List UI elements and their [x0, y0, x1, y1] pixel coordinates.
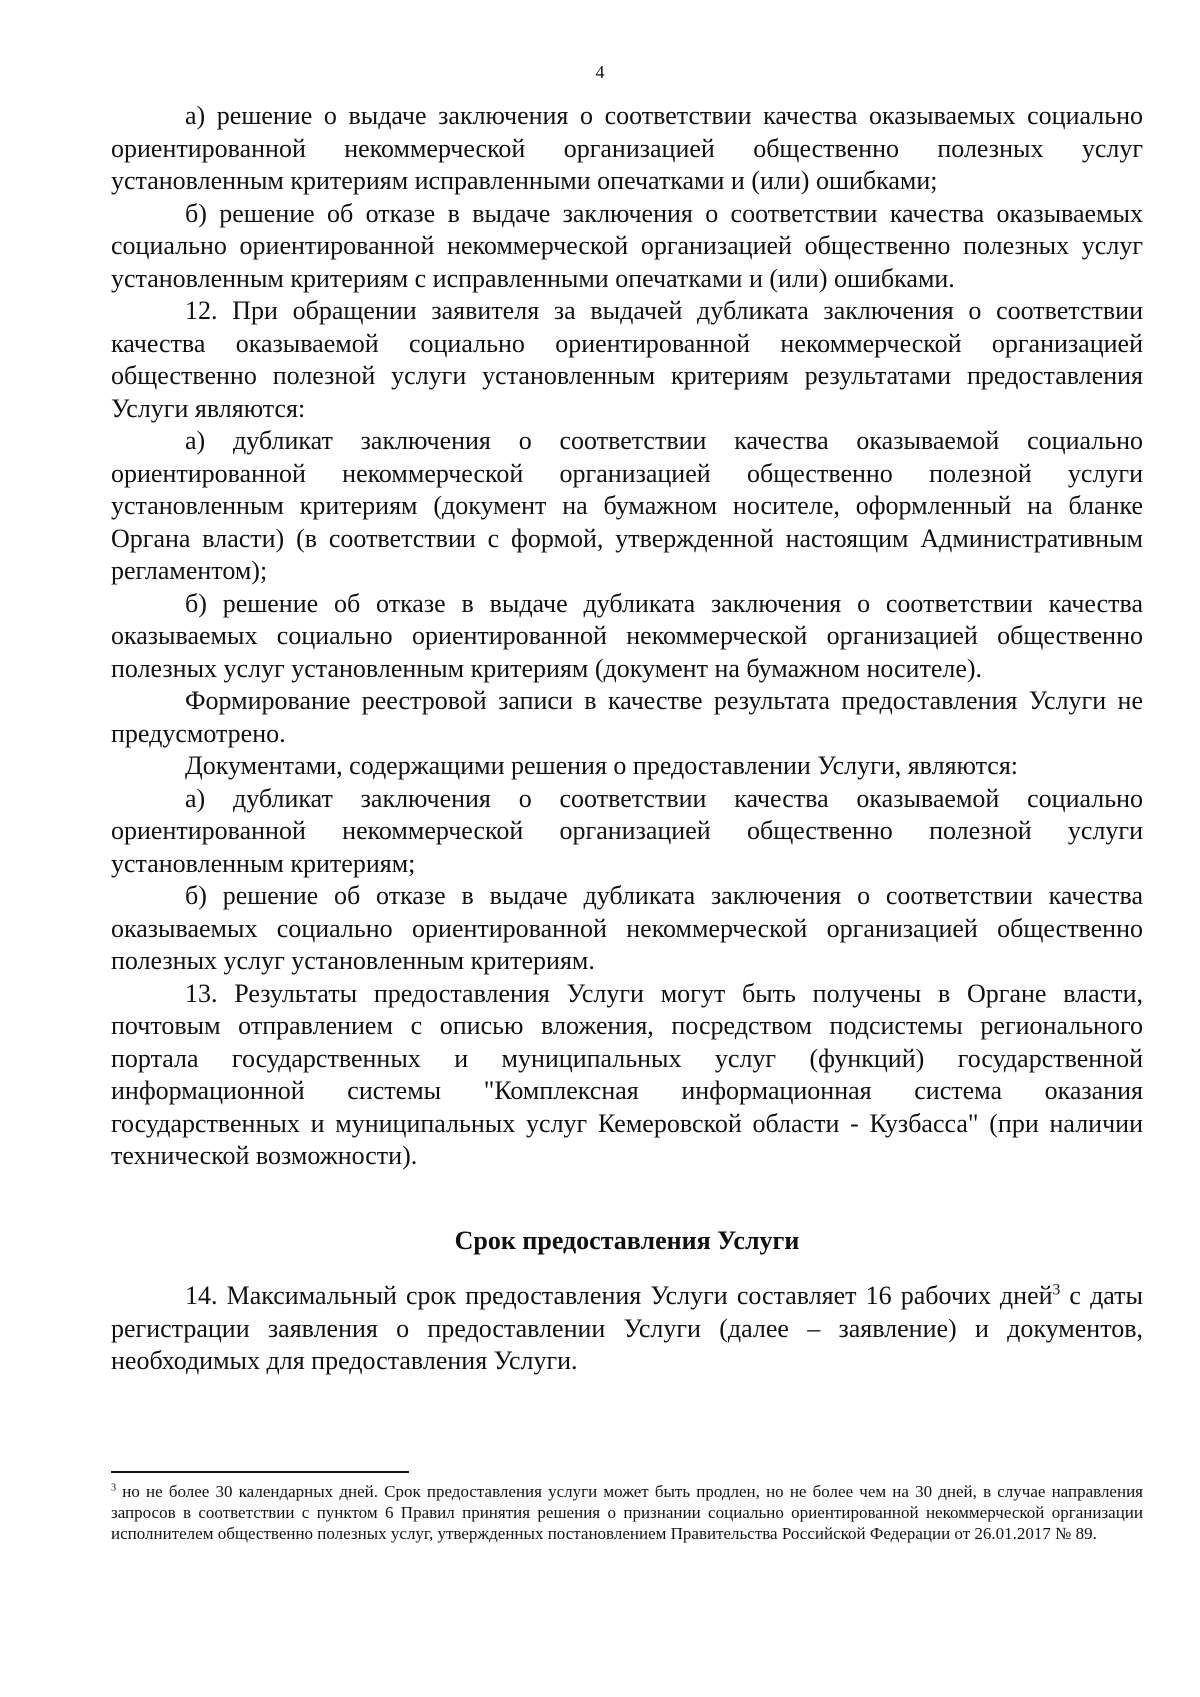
- footnote-mark: 3: [111, 1482, 117, 1494]
- paragraph-12b: б) решение об отказе в выдаче дубликата заключения о соответствии качества оказываемых социально ориентированной некоммерческой организацией общественно полезных услуг установленным критериям (документ на бумажном носителе).: [111, 588, 1143, 683]
- paragraph-14: [111, 1280, 1143, 1378]
- document-body: [111, 100, 1143, 1378]
- paragraph-11a: а) решение о выдаче заключения о соответствии качества оказываемых социально ориентированной некоммерческой организацией общественно полезных услуг установленным критериям исправленными опечатками и (или) ошибками;: [111, 101, 1143, 195]
- paragraph-13: 13. Результаты предоставления Услуги могут быть получены в Органе власти, почтовым отправлением с описью вложения, посредством подсистемы регионального портала государственных и муниципальных услуг (функций) государственной информационной системы "Комплексная информационная система оказания государственных и муниципальных услуг Кемеровской области - Кузбасса" (при наличии технической возможности).: [111, 978, 1143, 1170]
- paragraph-14-start: 14. Максимальный срок предоставления Услуги составляет 16 рабочих дней: [185, 1281, 1053, 1310]
- paragraph-registry-record: Формирование реестровой записи в качестве результата предоставления Услуги не предусмотрено.: [111, 686, 1143, 748]
- section-heading: Срок предоставления Услуги: [454, 1225, 800, 1255]
- footnote-reference: 3: [1052, 1281, 1061, 1299]
- page-number: 4: [595, 62, 605, 82]
- paragraph-12a: а) дубликат заключения о соответствии качества оказываемой социально ориентированной некоммерческой организацией общественно полезной услуги установленным критериям (документ на бумажном носителе, оформленный на бланке Органа власти) (в соответствии с формой, утвержденной настоящим Административным регламентом);: [111, 426, 1143, 585]
- paragraph-decision-a: а) дубликат заключения о соответствии качества оказываемой социально ориентированной некоммерческой организацией общественно полезной услуги установленным критериям;: [111, 783, 1143, 878]
- footnote-separator: [111, 1471, 409, 1473]
- paragraph-11b: б) решение об отказе в выдаче заключения о соответствии качества оказываемых социально ориентированной некоммерческой организацией общественно полезных услуг установленным критериям с исправленными опечатками и (или) ошибками.: [111, 198, 1143, 293]
- paragraph-12: 12. При обращении заявителя за выдачей дубликата заключения о соответствии качества оказываемой социально ориентированной некоммерческой организацией общественно полезной услуги установленным критериям результатами предоставления Услуги являются:: [111, 296, 1143, 423]
- paragraph-decision-documents: Документами, содержащими решения о предоставлении Услуги, являются:: [185, 751, 1019, 780]
- footnote-text: но не более 30 календарных дней. Срок предоставления услуги может быть продлен, но не более чем на 30 дней, в случае направления запросов в соответствии с пунктом 6 Правил принятия решения о признании социально ориентированной некоммерческой организации исполнителем общественно полезных услуг, утвержденных постановлением Правительства Российской Федерации от 26.01.2017 № 89.: [111, 1482, 1143, 1543]
- footnote: [111, 1481, 1143, 1544]
- paragraph-14-end: с даты регистрации заявления о предоставлении Услуги (далее – заявление) и документов, необходимых для предоставления Услуги.: [111, 1281, 1144, 1375]
- paragraph-decision-b: б) решение об отказе в выдаче дубликата заключения о соответствии качества оказываемых социально ориентированной некоммерческой организацией общественно полезных услуг установленным критериям.: [111, 881, 1143, 975]
